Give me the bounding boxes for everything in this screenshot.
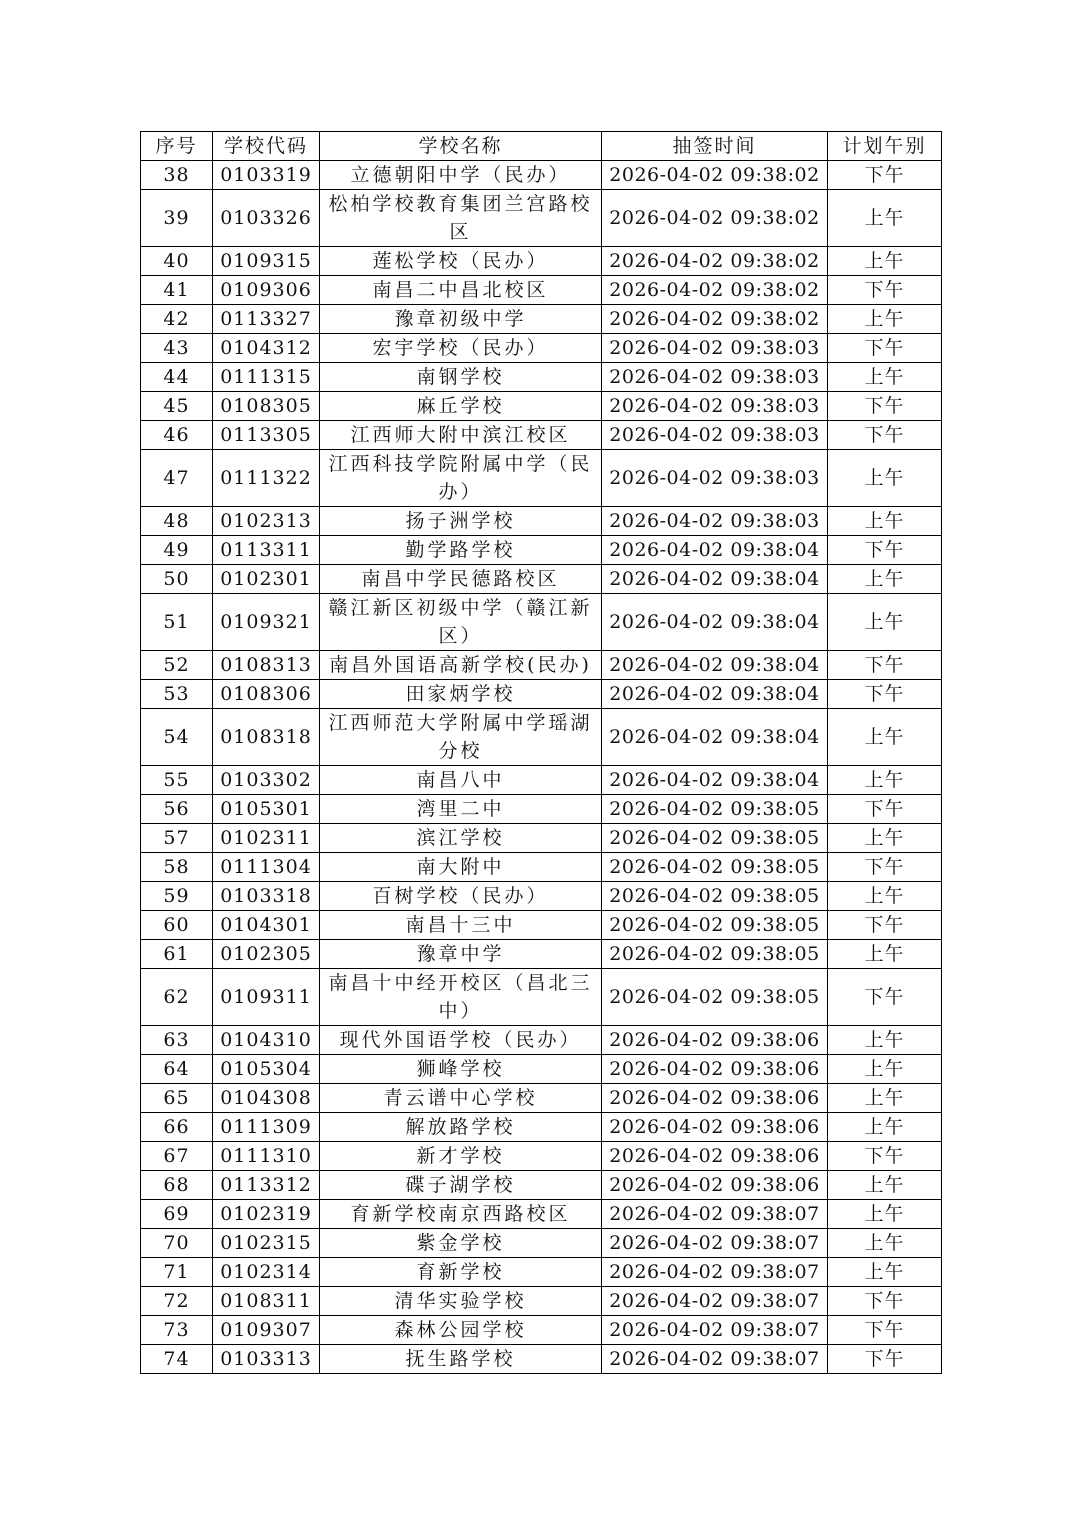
draw-time-cell: 2026-04-02 09:38:07: [602, 1287, 828, 1316]
session-cell: 下午: [828, 161, 942, 190]
draw-time-cell: 2026-04-02 09:38:07: [602, 1200, 828, 1229]
school-code-cell: 0113327: [213, 305, 320, 334]
session-cell: 下午: [828, 536, 942, 565]
draw-time-cell: 2026-04-02 09:38:02: [602, 190, 828, 247]
school-code-cell: 0109306: [213, 276, 320, 305]
school-name-cell: 莲松学校（民办）: [320, 247, 602, 276]
school-name-cell: 南昌八中: [320, 766, 602, 795]
session-cell: 上午: [828, 1171, 942, 1200]
table-row: [141, 1142, 942, 1171]
serial-number-cell: 62: [141, 969, 213, 1026]
serial-number-cell: 43: [141, 334, 213, 363]
school-name-cell: 南昌外国语高新学校(民办): [320, 651, 602, 680]
table-row: [141, 911, 942, 940]
table-row: [141, 305, 942, 334]
table-header-row: [141, 132, 942, 161]
session-cell: 上午: [828, 565, 942, 594]
school-name-cell: 南昌二中昌北校区: [320, 276, 602, 305]
school-code-cell: 0108311: [213, 1287, 320, 1316]
serial-number-cell: 54: [141, 709, 213, 766]
school-name-cell: 南大附中: [320, 853, 602, 882]
table-row: [141, 247, 942, 276]
school-name-cell: 南昌十中经开校区（昌北三中）: [320, 969, 602, 1026]
draw-time-cell: 2026-04-02 09:38:05: [602, 882, 828, 911]
school-code-cell: 0113305: [213, 421, 320, 450]
serial-number-cell: 61: [141, 940, 213, 969]
draw-time-cell: 2026-04-02 09:38:03: [602, 334, 828, 363]
session-cell: 上午: [828, 1258, 942, 1287]
serial-number-cell: 63: [141, 1026, 213, 1055]
draw-time-cell: 2026-04-02 09:38:03: [602, 392, 828, 421]
serial-number-cell: 70: [141, 1229, 213, 1258]
session-cell: 上午: [828, 594, 942, 651]
draw-time-cell: 2026-04-02 09:38:07: [602, 1345, 828, 1374]
session-cell: 下午: [828, 276, 942, 305]
table-body: [141, 161, 942, 1374]
school-code-cell: 0102301: [213, 565, 320, 594]
school-code-cell: 0111304: [213, 853, 320, 882]
session-cell: 下午: [828, 1287, 942, 1316]
serial-number-cell: 57: [141, 824, 213, 853]
serial-number-cell: 44: [141, 363, 213, 392]
school-name-cell: 松柏学校教育集团兰宫路校区: [320, 190, 602, 247]
draw-time-cell: 2026-04-02 09:38:07: [602, 1258, 828, 1287]
session-cell: 下午: [828, 795, 942, 824]
serial-number-cell: 74: [141, 1345, 213, 1374]
school-code-cell: 0111310: [213, 1142, 320, 1171]
table-row: [141, 709, 942, 766]
school-code-cell: 0104308: [213, 1084, 320, 1113]
school-code-cell: 0111309: [213, 1113, 320, 1142]
serial-number-cell: 46: [141, 421, 213, 450]
serial-number-cell: 40: [141, 247, 213, 276]
draw-time-cell: 2026-04-02 09:38:06: [602, 1113, 828, 1142]
table-row: [141, 363, 942, 392]
school-code-cell: 0103319: [213, 161, 320, 190]
header-planned-session: 计划午别: [828, 132, 942, 161]
draw-time-cell: 2026-04-02 09:38:06: [602, 1026, 828, 1055]
session-cell: 上午: [828, 190, 942, 247]
school-name-cell: 江西师大附中滨江校区: [320, 421, 602, 450]
school-name-cell: 赣江新区初级中学（赣江新区）: [320, 594, 602, 651]
session-cell: 上午: [828, 1200, 942, 1229]
session-cell: 下午: [828, 680, 942, 709]
table-row: [141, 1171, 942, 1200]
header-school-name: 学校名称: [320, 132, 602, 161]
school-name-cell: 勤学路学校: [320, 536, 602, 565]
school-code-cell: 0113311: [213, 536, 320, 565]
draw-time-cell: 2026-04-02 09:38:04: [602, 651, 828, 680]
serial-number-cell: 67: [141, 1142, 213, 1171]
school-code-cell: 0111315: [213, 363, 320, 392]
school-name-cell: 青云谱中心学校: [320, 1084, 602, 1113]
school-code-cell: 0103313: [213, 1345, 320, 1374]
draw-time-cell: 2026-04-02 09:38:04: [602, 709, 828, 766]
school-name-cell: 现代外国语学校（民办）: [320, 1026, 602, 1055]
draw-time-cell: 2026-04-02 09:38:06: [602, 1142, 828, 1171]
serial-number-cell: 59: [141, 882, 213, 911]
session-cell: 下午: [828, 1142, 942, 1171]
school-name-cell: 南昌十三中: [320, 911, 602, 940]
serial-number-cell: 45: [141, 392, 213, 421]
table-row: [141, 161, 942, 190]
draw-time-cell: 2026-04-02 09:38:02: [602, 276, 828, 305]
school-code-cell: 0102319: [213, 1200, 320, 1229]
draw-time-cell: 2026-04-02 09:38:05: [602, 911, 828, 940]
school-code-cell: 0102314: [213, 1258, 320, 1287]
school-name-cell: 江西科技学院附属中学（民办）: [320, 450, 602, 507]
table-row: [141, 1345, 942, 1374]
table-row: [141, 1026, 942, 1055]
session-cell: 上午: [828, 766, 942, 795]
session-cell: 上午: [828, 1229, 942, 1258]
draw-time-cell: 2026-04-02 09:38:06: [602, 1055, 828, 1084]
serial-number-cell: 66: [141, 1113, 213, 1142]
school-name-cell: 育新学校南京西路校区: [320, 1200, 602, 1229]
table-row: [141, 940, 942, 969]
school-code-cell: 0109315: [213, 247, 320, 276]
draw-time-cell: 2026-04-02 09:38:02: [602, 305, 828, 334]
session-cell: 下午: [828, 392, 942, 421]
serial-number-cell: 49: [141, 536, 213, 565]
table-row: [141, 766, 942, 795]
table-row: [141, 334, 942, 363]
table-row: [141, 1287, 942, 1316]
school-name-cell: 百树学校（民办）: [320, 882, 602, 911]
school-code-cell: 0108305: [213, 392, 320, 421]
school-name-cell: 抚生路学校: [320, 1345, 602, 1374]
draw-time-cell: 2026-04-02 09:38:04: [602, 565, 828, 594]
serial-number-cell: 38: [141, 161, 213, 190]
school-code-cell: 0103318: [213, 882, 320, 911]
draw-time-cell: 2026-04-02 09:38:03: [602, 421, 828, 450]
table-row: [141, 565, 942, 594]
session-cell: 下午: [828, 334, 942, 363]
school-code-cell: 0102313: [213, 507, 320, 536]
table-row: [141, 969, 942, 1026]
school-name-cell: 豫章初级中学: [320, 305, 602, 334]
table-row: [141, 1229, 942, 1258]
serial-number-cell: 55: [141, 766, 213, 795]
session-cell: 上午: [828, 1084, 942, 1113]
serial-number-cell: 72: [141, 1287, 213, 1316]
school-code-cell: 0113312: [213, 1171, 320, 1200]
school-code-cell: 0103326: [213, 190, 320, 247]
school-code-cell: 0104312: [213, 334, 320, 363]
school-code-cell: 0104310: [213, 1026, 320, 1055]
school-name-cell: 滨江学校: [320, 824, 602, 853]
school-code-cell: 0109311: [213, 969, 320, 1026]
serial-number-cell: 50: [141, 565, 213, 594]
table-row: [141, 450, 942, 507]
table-row: [141, 824, 942, 853]
session-cell: 上午: [828, 305, 942, 334]
serial-number-cell: 60: [141, 911, 213, 940]
serial-number-cell: 68: [141, 1171, 213, 1200]
draw-time-cell: 2026-04-02 09:38:05: [602, 824, 828, 853]
table-row: [141, 795, 942, 824]
school-name-cell: 解放路学校: [320, 1113, 602, 1142]
draw-time-cell: 2026-04-02 09:38:04: [602, 766, 828, 795]
serial-number-cell: 56: [141, 795, 213, 824]
draw-time-cell: 2026-04-02 09:38:02: [602, 247, 828, 276]
school-name-cell: 南昌中学民德路校区: [320, 565, 602, 594]
school-name-cell: 宏宇学校（民办）: [320, 334, 602, 363]
draw-time-cell: 2026-04-02 09:38:03: [602, 507, 828, 536]
school-code-cell: 0105304: [213, 1055, 320, 1084]
session-cell: 上午: [828, 1026, 942, 1055]
table-row: [141, 1200, 942, 1229]
session-cell: 下午: [828, 1345, 942, 1374]
draw-time-cell: 2026-04-02 09:38:04: [602, 680, 828, 709]
table-row: [141, 392, 942, 421]
serial-number-cell: 64: [141, 1055, 213, 1084]
school-name-cell: 育新学校: [320, 1258, 602, 1287]
header-school-code: 学校代码: [213, 132, 320, 161]
header-draw-time: 抽签时间: [602, 132, 828, 161]
serial-number-cell: 48: [141, 507, 213, 536]
school-name-cell: 田家炳学校: [320, 680, 602, 709]
draw-time-cell: 2026-04-02 09:38:04: [602, 594, 828, 651]
session-cell: 下午: [828, 421, 942, 450]
school-name-cell: 湾里二中: [320, 795, 602, 824]
draw-time-cell: 2026-04-02 09:38:06: [602, 1171, 828, 1200]
school-name-cell: 立德朝阳中学（民办）: [320, 161, 602, 190]
school-code-cell: 0108318: [213, 709, 320, 766]
serial-number-cell: 47: [141, 450, 213, 507]
draw-time-cell: 2026-04-02 09:38:05: [602, 940, 828, 969]
draw-time-cell: 2026-04-02 09:38:07: [602, 1229, 828, 1258]
draw-time-cell: 2026-04-02 09:38:03: [602, 363, 828, 392]
school-code-cell: 0104301: [213, 911, 320, 940]
session-cell: 下午: [828, 651, 942, 680]
session-cell: 上午: [828, 450, 942, 507]
table-row: [141, 1084, 942, 1113]
draw-time-cell: 2026-04-02 09:38:07: [602, 1316, 828, 1345]
school-name-cell: 狮峰学校: [320, 1055, 602, 1084]
table-row: [141, 276, 942, 305]
draw-time-cell: 2026-04-02 09:38:03: [602, 450, 828, 507]
serial-number-cell: 73: [141, 1316, 213, 1345]
table-row: [141, 680, 942, 709]
session-cell: 上午: [828, 824, 942, 853]
draw-time-cell: 2026-04-02 09:38:04: [602, 536, 828, 565]
school-name-cell: 南钢学校: [320, 363, 602, 392]
school-code-cell: 0102305: [213, 940, 320, 969]
lottery-results-table: [140, 131, 942, 1374]
serial-number-cell: 69: [141, 1200, 213, 1229]
school-code-cell: 0103302: [213, 766, 320, 795]
table-row: [141, 1316, 942, 1345]
serial-number-cell: 39: [141, 190, 213, 247]
school-name-cell: 江西师范大学附属中学瑶湖分校: [320, 709, 602, 766]
draw-time-cell: 2026-04-02 09:38:06: [602, 1084, 828, 1113]
draw-time-cell: 2026-04-02 09:38:05: [602, 969, 828, 1026]
serial-number-cell: 41: [141, 276, 213, 305]
session-cell: 下午: [828, 911, 942, 940]
school-name-cell: 豫章中学: [320, 940, 602, 969]
serial-number-cell: 58: [141, 853, 213, 882]
session-cell: 下午: [828, 969, 942, 1026]
school-name-cell: 清华实验学校: [320, 1287, 602, 1316]
table-row: [141, 651, 942, 680]
table-row: [141, 536, 942, 565]
school-code-cell: 0102311: [213, 824, 320, 853]
school-name-cell: 紫金学校: [320, 1229, 602, 1258]
session-cell: 上午: [828, 1055, 942, 1084]
school-name-cell: 扬子洲学校: [320, 507, 602, 536]
school-code-cell: 0105301: [213, 795, 320, 824]
table-row: [141, 853, 942, 882]
session-cell: 上午: [828, 363, 942, 392]
session-cell: 下午: [828, 853, 942, 882]
session-cell: 上午: [828, 507, 942, 536]
table-row: [141, 882, 942, 911]
table-row: [141, 421, 942, 450]
session-cell: 上午: [828, 882, 942, 911]
table-row: [141, 1113, 942, 1142]
session-cell: 下午: [828, 1316, 942, 1345]
header-serial-number: 序号: [141, 132, 213, 161]
school-code-cell: 0109321: [213, 594, 320, 651]
draw-time-cell: 2026-04-02 09:38:05: [602, 853, 828, 882]
draw-time-cell: 2026-04-02 09:38:02: [602, 161, 828, 190]
table-row: [141, 1258, 942, 1287]
draw-time-cell: 2026-04-02 09:38:05: [602, 795, 828, 824]
session-cell: 上午: [828, 1113, 942, 1142]
school-code-cell: 0109307: [213, 1316, 320, 1345]
school-name-cell: 森林公园学校: [320, 1316, 602, 1345]
school-name-cell: 麻丘学校: [320, 392, 602, 421]
school-name-cell: 新才学校: [320, 1142, 602, 1171]
school-code-cell: 0108306: [213, 680, 320, 709]
school-name-cell: 碟子湖学校: [320, 1171, 602, 1200]
school-code-cell: 0108313: [213, 651, 320, 680]
session-cell: 上午: [828, 247, 942, 276]
serial-number-cell: 42: [141, 305, 213, 334]
serial-number-cell: 65: [141, 1084, 213, 1113]
school-code-cell: 0111322: [213, 450, 320, 507]
serial-number-cell: 52: [141, 651, 213, 680]
school-code-cell: 0102315: [213, 1229, 320, 1258]
table-row: [141, 190, 942, 247]
serial-number-cell: 51: [141, 594, 213, 651]
table-row: [141, 507, 942, 536]
table-row: [141, 594, 942, 651]
table-row: [141, 1055, 942, 1084]
serial-number-cell: 53: [141, 680, 213, 709]
session-cell: 上午: [828, 940, 942, 969]
session-cell: 上午: [828, 709, 942, 766]
serial-number-cell: 71: [141, 1258, 213, 1287]
